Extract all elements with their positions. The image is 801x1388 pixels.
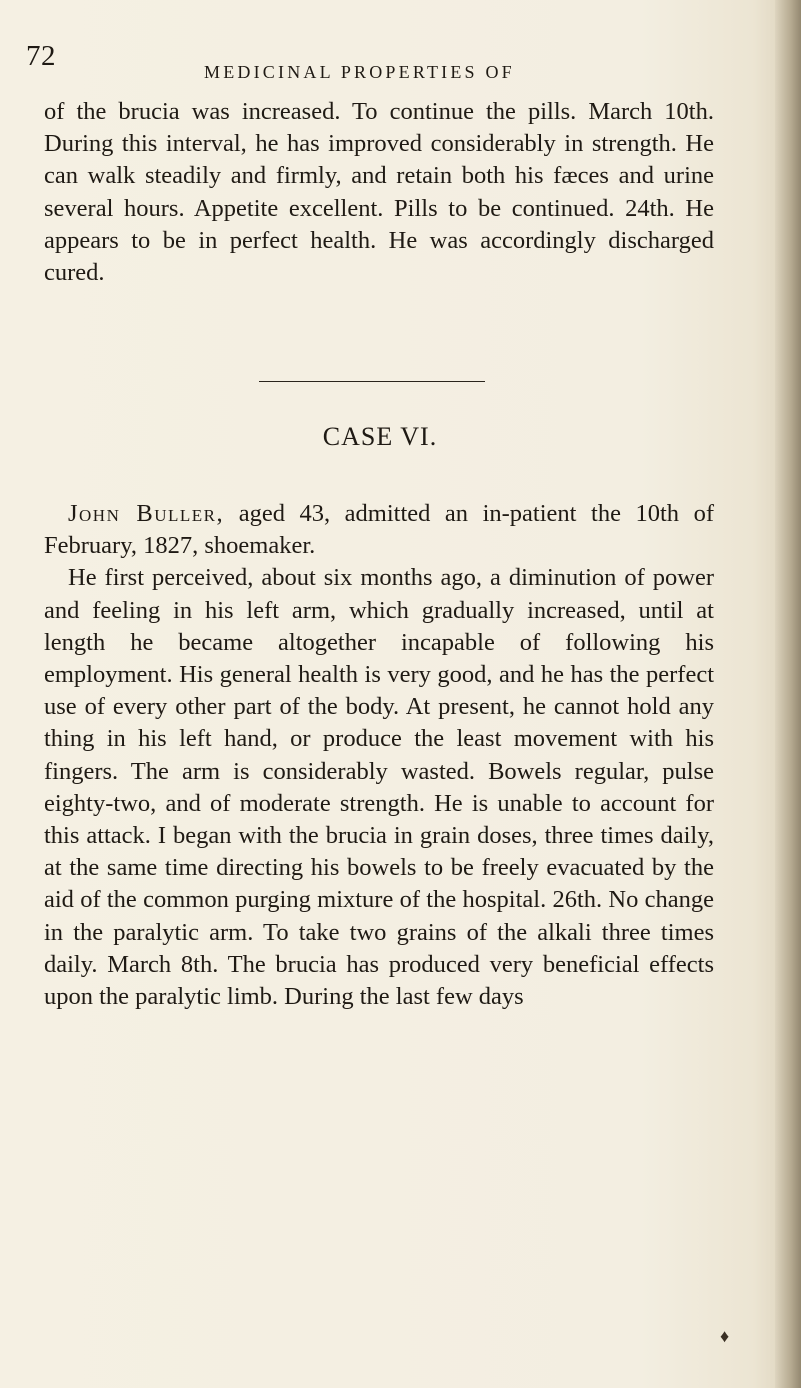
paragraph-continuation: of the brucia was increased. To continue the pills. March 10th. During this interval, he has improved considerably in strength. He can walk steadily and firmly, and retain both his fæces and urine several hours. Appetite excellent. Pills to be continued. 24th. He appears to be in perfect health. He was accordingly discharged cured.: [44, 98, 714, 287]
page-header: [26, 40, 746, 90]
section-divider-rule: [259, 381, 485, 382]
case-intro-paragraph: [44, 498, 714, 562]
text-block-continuation: [44, 96, 714, 289]
running-head: MEDICINAL PROPERTIES OF: [204, 62, 515, 82]
case-intro-text: aged 43, admitted an in-patient the 10th of February, 1827, shoemaker.: [44, 500, 714, 560]
page-number: 72: [26, 40, 56, 72]
page-edge-shadow: [775, 0, 801, 1388]
printer-mark-icon: ♦: [720, 1326, 730, 1346]
patient-name: John Buller,: [68, 500, 225, 527]
text-block-case-vi: [44, 498, 714, 1013]
case-heading: CASE VI.: [322, 422, 438, 451]
case-history-paragraph: He first perceived, about six months ago, a diminution of power and feeling in his left arm, which gradually increased, until at length he became altogether incapable of following his employment. His general health is very good, and he has the perfect use of every other part of the body. At present, he cannot hold any thing in his left hand, or produce the least movement with his fingers. The arm is considerably wasted. Bowels regular, pulse eighty-two, and of moderate strength. He is unable to account for this attack. I began with the brucia in grain doses, three times daily, at the same time directing his bowels to be freely evacuated by the aid of the common purging mixture of the hospital. 26th. No change in the paralytic arm. To take two grains of the alkali three times daily. March 8th. The brucia has produced very beneficial effects upon the paralytic limb. During the last few days: [44, 564, 714, 1011]
